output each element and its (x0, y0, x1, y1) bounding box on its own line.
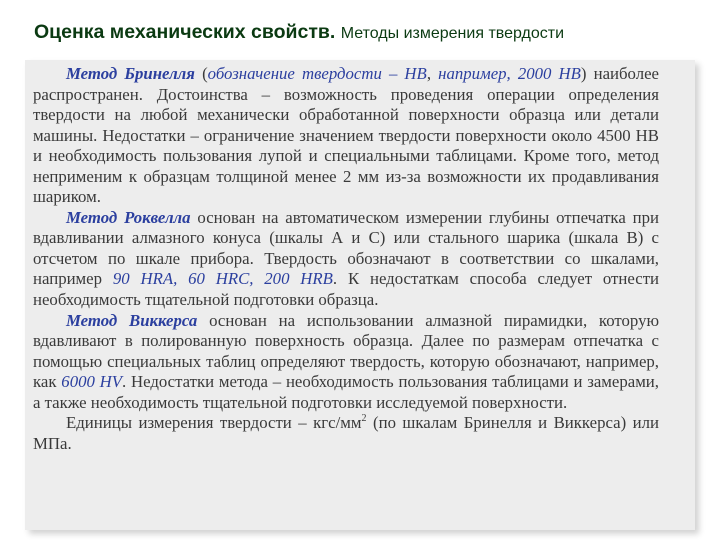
brinell-description: наиболее распространен. Достоинства – возможность проведения операции определения твердости на любой механически обработанной поверхности образца или детали машины. Недостатки – ограничение значением твердости поверхности около 4500 НВ и необходимость пользования лупой и специальными таблицами. Кроме того, метод неприменим к образцам толщиной менее 2 мм из-за возможности их продавливания шариком. (33, 64, 659, 207)
brinell-notation: обозначение твердости – НВ (207, 64, 427, 83)
paragraph-rockwell (33, 208, 659, 311)
slide-title (34, 20, 704, 46)
units-text-end: (по шкалам Бринелля и Виккерса) или МПа. (33, 413, 660, 453)
slide-title-main: Оценка механических свойств. (34, 21, 336, 43)
vickers-tail: . Недостатки метода – необходимость пользования таблицами и замерами, а также необходимость тщательной подготовки исследуемой поверхности. (33, 372, 659, 412)
rockwell-description: основан на автоматическом измерении глубины отпечатка при вдавливании алмазного конуса (шкалы А и С) или стального шарика (шкала В) с отсчетом по шкале прибора. Твердость обозначают в соответствии со шкалами, например (33, 207, 659, 289)
brinell-example: например, 2000 НВ (438, 64, 581, 83)
paragraph-brinell (33, 64, 659, 208)
brinell-term: Метод Бринелля (66, 64, 195, 83)
paragraph-vickers (33, 311, 659, 414)
brinell-paren-open: ( (202, 64, 208, 83)
rockwell-term: Метод Роквелла (66, 207, 191, 227)
body-text (33, 64, 659, 454)
rockwell-tail: . К недостаткам способа следует отнести необходимость тщательной подготовки образца. (33, 269, 660, 310)
units-text: Единицы измерения твердости – кгс/мм (66, 413, 362, 433)
vickers-description: основан на использовании алмазной пирамидки, которую вдавливают в полированную поверхность образца. Далее по размерам отпечатка с помощью специальных таблиц определяют твердость, которую обозначают, например, как (33, 310, 659, 392)
brinell-paren-close: ) (580, 64, 587, 83)
vickers-example: 6000 HV (61, 372, 123, 392)
slide-title-sub: Методы измерения твердости (340, 25, 565, 42)
vickers-term: Метод Виккерса (66, 310, 198, 330)
paragraph-units (33, 413, 659, 454)
brinell-comma: , (426, 64, 432, 83)
units-superscript: 2 (361, 413, 367, 425)
rockwell-examples: 90 HRA, 60 HRC, 200 HRB (112, 269, 333, 289)
